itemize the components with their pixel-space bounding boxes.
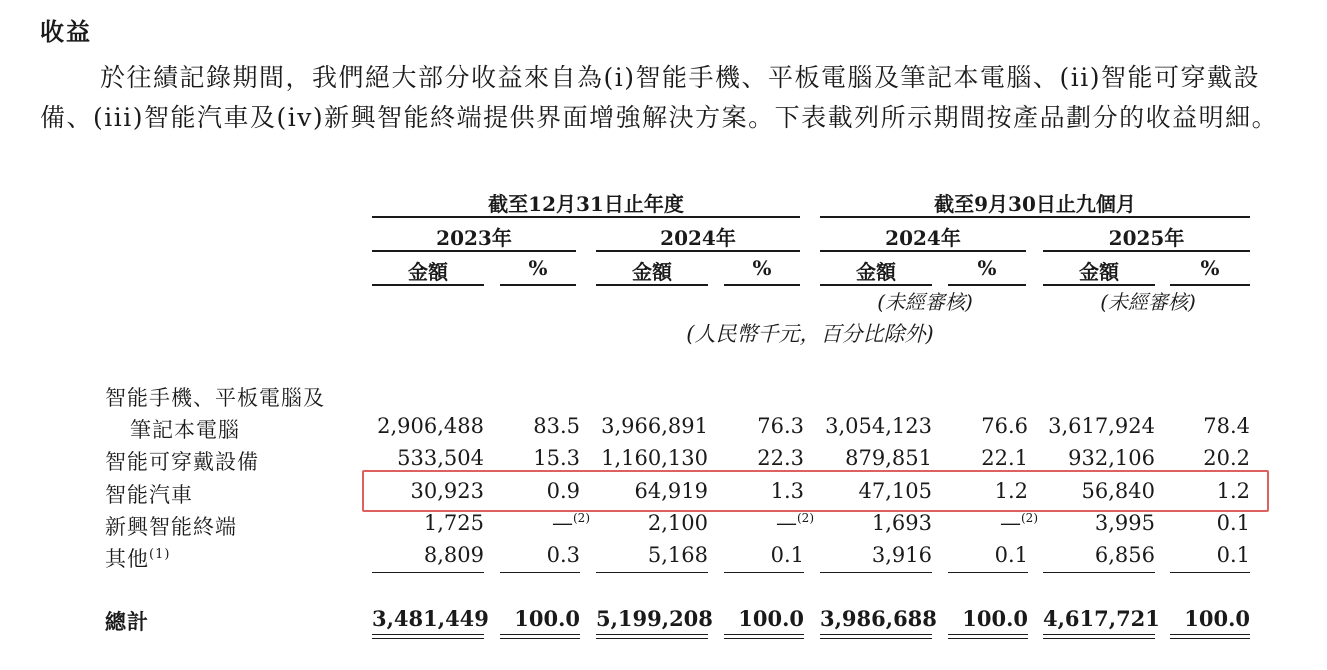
divider [372,284,484,286]
divider [820,216,1250,218]
double-underline [820,638,932,639]
divider [372,216,800,218]
pct-cell: 1.3 [770,479,804,503]
col-header-pct: % [977,256,997,280]
double-underline [948,634,1028,635]
pct-cell: 22.3 [757,446,804,470]
pct-cell: 0.1 [1216,543,1250,567]
amount-cell: 3,995 [1094,511,1155,535]
amount-cell: 6,856 [1094,543,1155,567]
row-label: 智能汽車 [105,483,193,507]
year-header: 2023年 [436,226,512,250]
amount-cell: 3,617,924 [1048,414,1155,438]
row-label-text: 其他 [105,547,149,571]
divider [948,572,1028,573]
footnote-mark: (2) [573,511,590,525]
divider [724,284,800,286]
amount-cell: 2,100 [647,511,708,535]
total-pct-cell: 100.0 [1184,606,1250,631]
amount-cell: 932,106 [1068,446,1155,470]
amount-cell: 1,725 [423,511,484,535]
pct-cell: 83.5 [533,414,580,438]
unit-note: (人民幣千元，百分比除外) [686,322,934,346]
row-label: 筆記本電腦 [130,418,240,442]
divider [500,284,576,286]
divider [596,284,708,286]
row-label: 智能手機、平板電腦及 [105,386,325,410]
double-underline [372,638,484,639]
total-amount-cell: 3,481,449 [372,606,489,631]
col-header-pct: % [1200,256,1220,280]
col-header-amount: 金額 [856,260,896,284]
double-underline [596,634,708,635]
double-underline [596,638,708,639]
divider [1043,572,1155,573]
year-header: 2024年 [885,226,961,250]
group-header-fiscal-year: 截至12月31日止年度 [488,192,684,216]
pct-cell [724,511,814,535]
total-amount-cell: 3,986,688 [820,606,937,631]
footnote-mark: (2) [797,511,814,525]
pct-cell: 0.1 [1216,511,1250,535]
group-header-nine-months: 截至9月30日止九個月 [934,192,1136,216]
pct-cell: 0.9 [546,479,580,503]
pct-cell: 15.3 [533,446,580,470]
pct-cell: 0.3 [546,543,580,567]
double-underline [948,638,1028,639]
pct-cell: 1.2 [1216,479,1250,503]
double-underline [500,634,580,635]
row-highlight-box [362,470,1269,512]
amount-cell: 5,168 [647,543,708,567]
divider [820,572,932,573]
double-underline [724,638,804,639]
pct-cell: 76.3 [757,414,804,438]
amount-cell: 2,906,488 [377,414,484,438]
amount-cell: 47,105 [858,479,932,503]
pct-cell: 1.2 [994,479,1028,503]
amount-cell: 56,840 [1081,479,1155,503]
col-header-pct: % [528,256,548,280]
amount-cell: 533,504 [397,446,484,470]
col-header-amount: 金額 [1079,260,1119,284]
amount-cell: 64,919 [634,479,708,503]
section-title: 收益 [40,17,92,46]
double-underline [820,634,932,635]
divider [596,250,800,252]
total-amount-cell: 5,199,208 [596,606,713,631]
footnote-mark: (2) [1021,511,1038,525]
amount-cell: 1,160,130 [601,446,708,470]
divider [1170,572,1250,573]
amount-cell: 3,966,891 [601,414,708,438]
col-header-amount: 金額 [408,260,448,284]
row-label: 智能可穿戴設備 [105,450,259,474]
amount-cell: 3,916 [871,543,932,567]
intro-paragraph-text: 於往績記錄期間，我們絕大部分收益來自為(i)智能手機、平板電腦及筆記本電腦、(ii)智能可穿戴設備、(iii)智能汽車及(iv)新興智能終端提供界面增強解決方案。下表載列所示期間按產品劃分的收益明細。 [40,63,1279,132]
total-amount-cell: 4,617,721 [1043,606,1160,631]
year-header: 2024年 [660,226,736,250]
total-pct-cell: 100.0 [962,606,1028,631]
footnote-mark: (1) [149,547,171,562]
row-label [105,543,170,573]
double-underline [372,634,484,635]
amount-cell: 3,054,123 [825,414,932,438]
double-underline [1170,638,1250,639]
pct-cell: 0.1 [994,543,1028,567]
unaudited-note: (未經審核) [877,290,973,314]
dash: — [776,511,797,535]
amount-cell: 8,809 [423,543,484,567]
unaudited-note: (未經審核) [1100,290,1196,314]
pct-cell: 20.2 [1203,446,1250,470]
divider [372,250,576,252]
pct-cell [948,511,1038,535]
row-label: 新興智能終端 [105,515,237,539]
dash: — [552,511,573,535]
year-header: 2025年 [1108,226,1185,250]
amount-cell: 879,851 [845,446,932,470]
pct-cell: 78.4 [1203,414,1250,438]
double-underline [724,634,804,635]
dash: — [1000,511,1021,535]
amount-cell: 30,923 [410,479,484,503]
pct-cell: 22.1 [981,446,1028,470]
divider [500,572,580,573]
pct-cell [500,511,590,535]
total-label: 總計 [105,609,149,634]
total-pct-cell: 100.0 [738,606,804,631]
double-underline [1043,634,1155,635]
divider [1043,250,1250,252]
col-header-pct: % [752,256,772,280]
double-underline [1043,638,1155,639]
intro-paragraph [40,58,1280,138]
col-header-amount: 金額 [632,260,672,284]
divider [820,250,1026,252]
divider [724,572,804,573]
pct-cell: 76.6 [981,414,1028,438]
amount-cell: 1,693 [871,511,932,535]
divider [372,572,484,573]
total-pct-cell: 100.0 [514,606,580,631]
pct-cell: 0.1 [770,543,804,567]
divider [596,572,708,573]
double-underline [1170,634,1250,635]
double-underline [500,638,580,639]
